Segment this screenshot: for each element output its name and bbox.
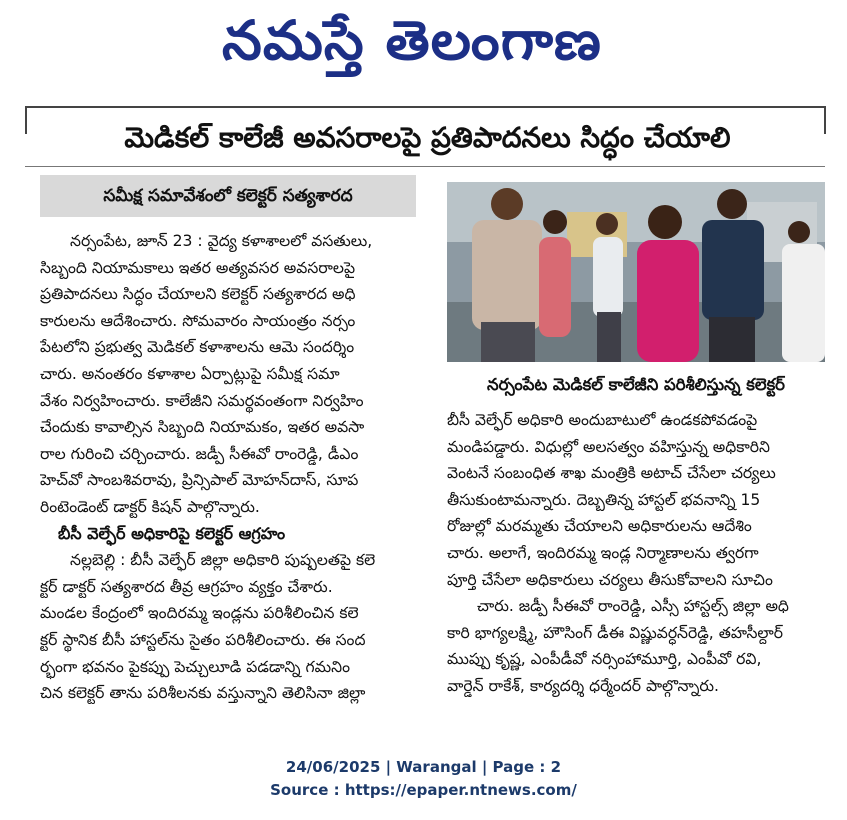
text-line: చిన కలెక్టర్ తాను పరిశీలనకు వస్తున్నాని తెలిసినా జిల్లా: [40, 684, 366, 703]
text-line: చారు. అలాగే, ఇందిరమ్మ ఇండ్ల నిర్మాణాలను త్వరగా: [447, 543, 759, 562]
right-column: [447, 407, 825, 700]
headline: మెడికల్ కాలేజీ అవసరాలపై ప్రతిపాదనలు సిద్ధం చేయాలి: [124, 121, 731, 154]
headline-top-rule: [25, 106, 825, 108]
photo-illustration: [447, 182, 825, 362]
text-line: క్టర్ డాక్టర్ సత్యశారద తీవ్ర ఆగ్రహం వ్యక్తం చేశారు.: [40, 577, 333, 596]
text-line: కారి భాగ్యలక్ష్మి, హౌసింగ్ డీఈ విష్ణువర్ధన్‌రెడ్డి, తహసీల్దార్: [447, 623, 783, 642]
footer-edition-info: 24/06/2025 | Warangal | Page : 2: [285, 758, 562, 776]
masthead: [0, 0, 847, 90]
right-paragraph-1: [447, 407, 825, 700]
text-line: వేశం నిర్వహించారు. కాలేజీని సమర్థవంతంగా నిర్వహిం: [40, 391, 364, 410]
subhead: సమీక్ష సమావేశంలో కలెక్టర్ సత్యశారద: [103, 186, 353, 206]
left-column: [40, 228, 420, 707]
news-photo: [447, 182, 825, 362]
text-line: నర్సంపేట, జూన్ 23 : వైద్య కళాశాలలో వసతులు,: [70, 232, 373, 250]
text-line: క్టర్ స్థానిక బీసీ హాస్టల్‌ను సైతం పరిశీలించారు. ఈ సంద: [40, 630, 366, 649]
newspaper-logo: నమస్తే తెలంగాణ: [222, 9, 602, 72]
text-line: ర్భంగా భవనం పైకప్పు పెచ్చులూడి పడడాన్ని గమనిం: [40, 657, 350, 676]
left-paragraph-1: [40, 228, 420, 521]
text-line: చారు. అనంతరం కళాశాల ఏర్పాట్లుపై సమీక్ష సమా: [40, 364, 340, 383]
section-subheading: బీసీ వెల్ఫేర్ అధికారిపై కలెక్టర్ ఆగ్రహం: [58, 523, 286, 543]
text-line: తీసుకుంటామన్నారు. దెబ్బతిన్న హాస్టల్ భవనాన్ని 15: [447, 490, 761, 509]
text-line: కారులను ఆదేశించారు. సోమవారం సాయంత్రం నర్సం: [40, 311, 356, 330]
text-line: హెచ్‌వో సాంబశివరావు, ప్రిన్సిపాల్ మోహన్‌దాస్, సూప: [40, 471, 359, 490]
text-line: పూర్తి చేసేలా అధికారులు చర్యలు తీసుకోవాలని సూచిం: [447, 570, 773, 589]
text-line: వెంటనే సంబంధిత శాఖ మంత్రికి అటాచ్ చేసేలా చర్యలు: [447, 464, 776, 483]
text-line: రింటెండెంట్ డాక్టర్ కిషన్ పాల్గొన్నారు.: [40, 497, 260, 516]
text-line: మండల కేంద్రంలో ఇందిరమ్మ ఇండ్లను పరిశీలించిన కలె: [40, 604, 359, 623]
text-line: వార్డెన్ రాకేశ్, కార్యదర్శి ధర్మేందర్ పాల్గొన్నారు.: [447, 676, 719, 695]
text-line: మండిపడ్డారు. విధుల్లో అలసత్వం వహిస్తున్న అధికారిని: [447, 437, 770, 456]
text-line: ముప్పు కృష్ణ, ఎంపీడీవో నర్సింహామూర్తి, ఎంపీవో రవి,: [447, 650, 762, 669]
text-line: సిబ్బంది నియామకాలు ఇతర అత్యవసర అవసరాలపై: [40, 258, 356, 277]
text-line: రాల గురించి చర్చించారు. జడ్పీ సీఈవో రాంరెడ్డి, డీఎం: [40, 444, 359, 463]
text-line: చారు. జడ్పీ సీఈవో రాంరెడ్డి, ఎస్సీ హాస్టల్స్ జిల్లా అధి: [477, 597, 789, 616]
text-line: ప్రతిపాదనలు సిద్ధం చేయాలని కలెక్టర్ సత్యశారద అధి: [40, 285, 356, 304]
photo-caption: నర్సంపేట మెడికల్ కాలేజీని పరిశీలిస్తున్న కలెక్టర్: [487, 375, 785, 394]
headline-left-rule: [25, 106, 27, 134]
text-line: పేటలోని ప్రభుత్వ మెడికల్ కళాశాలను ఆమె సందర్శిం: [40, 338, 355, 357]
text-line: రోజుల్లో మరమ్మతు చేయాలని అధికారులను ఆదేశిం: [447, 517, 752, 536]
text-line: చేందుకు కావాల్సిన సిబ్బంది నియామకం, ఇతర అవసా: [40, 418, 365, 437]
footer-source: Source : https://epaper.ntnews.com/: [270, 781, 577, 799]
left-paragraph-2: [40, 547, 420, 707]
text-line: నల్లబెల్లి : బీసీ వెల్ఫేర్ జిల్లా అధికారి పుష్పలతపై కలె: [70, 551, 376, 570]
headline-bottom-rule: [25, 166, 825, 167]
text-line: బీసీ వెల్ఫేర్ అధికారి అందుబాటులో ఉండకపోవడంపై: [447, 411, 758, 429]
